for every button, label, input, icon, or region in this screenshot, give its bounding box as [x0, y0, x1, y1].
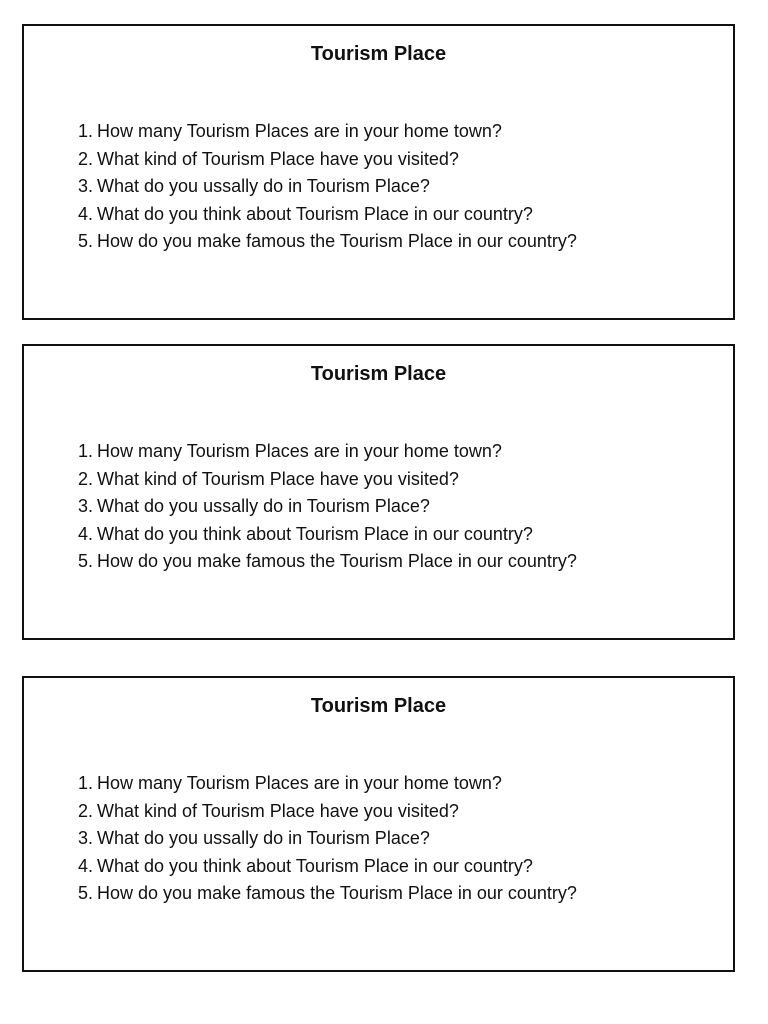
question-list — [78, 438, 577, 576]
question-number: 4. — [78, 203, 94, 224]
question-text: How many Tourism Places are in your home town? — [97, 441, 502, 461]
question-text: What do you ussally do in Tourism Place? — [97, 828, 430, 848]
question-item-2 — [78, 798, 577, 826]
question-number: 3. — [78, 496, 94, 516]
question-item-5 — [78, 228, 577, 256]
question-item-1 — [78, 438, 577, 466]
question-list — [78, 770, 577, 908]
question-text: What do you think about Tourism Place in our country? — [97, 523, 533, 544]
question-item-3 — [78, 825, 577, 853]
question-number: 3. — [78, 176, 94, 196]
question-text: What do you ussally do in Tourism Place? — [97, 176, 430, 196]
card-title: Tourism Place — [310, 695, 447, 717]
question-text: What do you think about Tourism Place in our country? — [97, 855, 533, 876]
question-number: 2. — [78, 148, 94, 169]
question-number: 1. — [78, 773, 94, 793]
question-number: 5. — [78, 551, 94, 571]
question-item-5 — [78, 548, 577, 576]
question-card-1 — [22, 24, 735, 320]
question-number: 2. — [78, 468, 94, 489]
question-number: 1. — [78, 121, 94, 141]
question-text: What kind of Tourism Place have you visited? — [97, 468, 459, 489]
question-text: How do you make famous the Tourism Place in our country? — [97, 231, 577, 251]
question-text: How do you make famous the Tourism Place in our country? — [97, 551, 577, 571]
question-card-2 — [22, 344, 735, 640]
card-title: Tourism Place — [310, 363, 447, 385]
question-text: How do you make famous the Tourism Place in our country? — [97, 883, 577, 903]
question-number: 4. — [78, 523, 94, 544]
question-number: 1. — [78, 441, 94, 461]
question-number: 5. — [78, 231, 94, 251]
question-item-4 — [78, 201, 577, 229]
question-item-1 — [78, 118, 577, 146]
question-text: What do you ussally do in Tourism Place? — [97, 496, 430, 516]
question-text: What kind of Tourism Place have you visited? — [97, 800, 459, 821]
question-number: 3. — [78, 828, 94, 848]
question-card-3 — [22, 676, 735, 972]
question-number: 5. — [78, 883, 94, 903]
question-item-4 — [78, 521, 577, 549]
card-title: Tourism Place — [310, 43, 447, 65]
question-number: 2. — [78, 800, 94, 821]
question-list — [78, 118, 577, 256]
question-text: How many Tourism Places are in your home town? — [97, 773, 502, 793]
question-item-3 — [78, 173, 577, 201]
question-item-2 — [78, 146, 577, 174]
question-item-1 — [78, 770, 577, 798]
question-item-2 — [78, 466, 577, 494]
question-text: How many Tourism Places are in your home town? — [97, 121, 502, 141]
question-item-4 — [78, 853, 577, 881]
question-item-5 — [78, 880, 577, 908]
question-text: What do you think about Tourism Place in our country? — [97, 203, 533, 224]
question-item-3 — [78, 493, 577, 521]
question-number: 4. — [78, 855, 94, 876]
question-text: What kind of Tourism Place have you visited? — [97, 148, 459, 169]
